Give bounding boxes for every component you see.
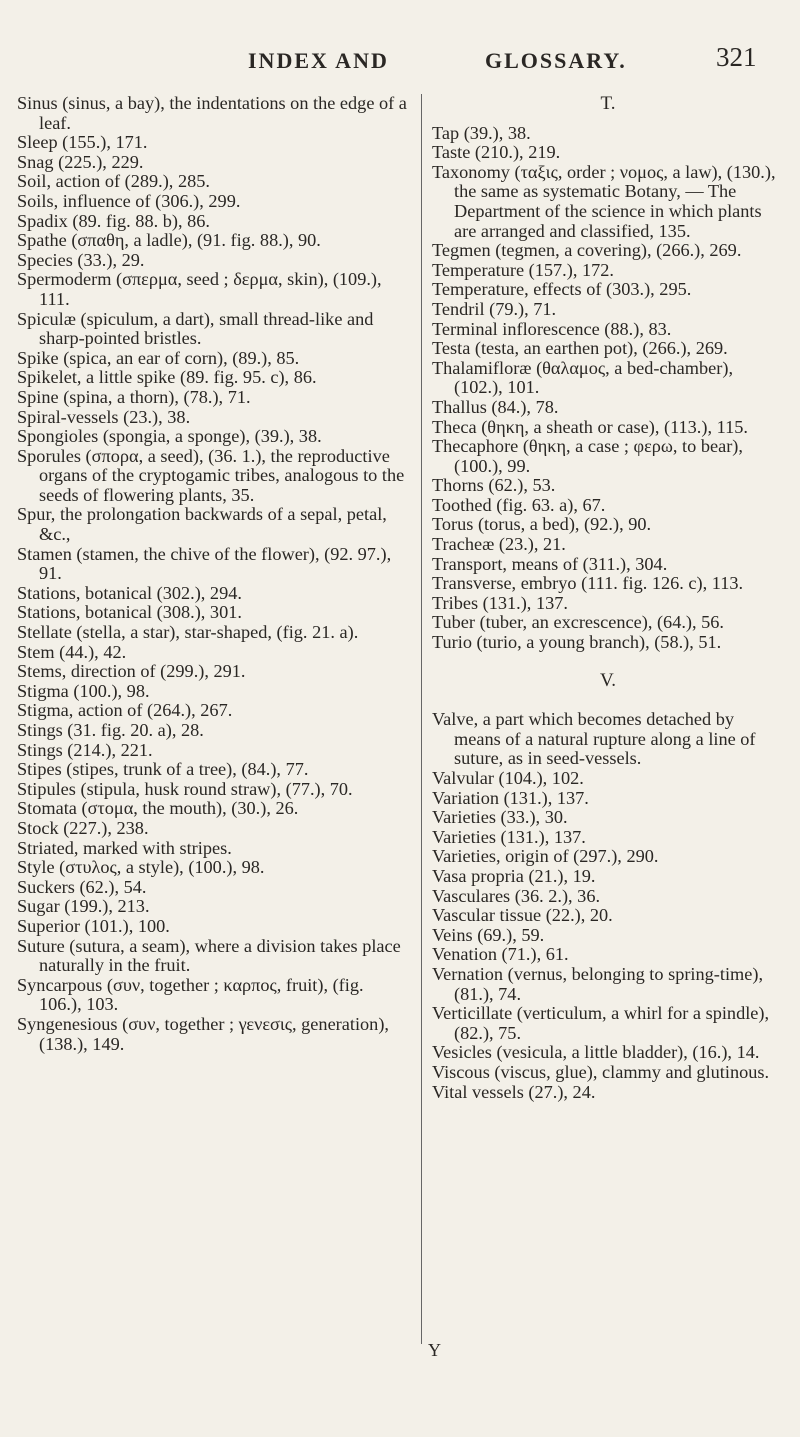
index-entry: Viscous (viscus, glue), clammy and glutinous. — [432, 1061, 770, 1082]
index-entry: Sugar (199.), 213. — [17, 896, 150, 917]
section-letter-v: V. — [599, 669, 617, 691]
index-entry: Valvular (104.), 102. — [432, 768, 584, 788]
index-entry: Stings (31. fig. 20. a), 28. — [17, 720, 204, 740]
index-entry: Vernation (vernus, belonging to spring-time), (81.), 74. — [432, 963, 764, 1004]
index-entry: Toothed (fig. 63. a), 67. — [432, 494, 606, 515]
index-entry: Stigma, action of (264.), 267. — [17, 700, 233, 721]
index-entry: Tap (39.), 38. — [432, 122, 531, 143]
index-entry: Superior (101.), 100. — [17, 915, 170, 936]
index-entry: Tuber (tuber, an excrescence), (64.), 56. — [432, 612, 724, 633]
index-entry: Variation (131.), 137. — [432, 787, 589, 808]
index-entry: Tribes (131.), 137. — [432, 592, 568, 613]
index-entry: Stock (227.), 238. — [17, 817, 149, 838]
index-entry: Spadix (89. fig. 88. b), 86. — [17, 210, 210, 231]
section-letter-t: T. — [600, 93, 616, 114]
index-entry: Vasa propria (21.), 19. — [432, 865, 596, 886]
index-entry: Syngenesious (συν, together ; γενεσις, generation), (138.), 149. — [17, 1013, 389, 1054]
index-entry: Vasculares (36. 2.), 36. — [432, 885, 601, 906]
index-entry: Spongioles (spongia, a sponge), (39.), 38. — [17, 426, 322, 447]
index-entry: Thorns (62.), 53. — [432, 475, 556, 496]
index-entry: Temperature, effects of (303.), 295. — [432, 279, 692, 300]
index-entry: Stigma (100.), 98. — [17, 680, 150, 701]
index-entry: Spiculæ (spiculum, a dart), small thread-like and sharp-pointed bristles. — [17, 308, 374, 349]
running-head-center: GLOSSARY. — [485, 48, 627, 73]
index-entry: Suckers (62.), 54. — [17, 876, 147, 897]
index-entry: Varieties (33.), 30. — [432, 807, 568, 828]
index-entry: Stomata (στομα, the mouth), (30.), 26. — [17, 798, 299, 819]
index-entry: Venation (71.), 61. — [432, 944, 569, 965]
index-entry: Terminal inflorescence (88.), 83. — [432, 318, 672, 339]
index-entry: Stellate (stella, a star), star-shaped, (fig. 21. a). — [17, 622, 359, 643]
index-entry: Tendril (79.), 71. — [432, 298, 557, 319]
index-entry: Snag (225.), 229. — [17, 151, 144, 172]
index-entry: Varieties (131.), 137. — [432, 826, 586, 847]
index-entry: Species (33.), 29. — [17, 249, 145, 270]
index-entry: Syncarpous (συν, together ; καρπος, fruit), (fig. 106.), 103. — [17, 974, 364, 1015]
index-entry: Style (στυλος, a style), (100.), 98. — [17, 857, 265, 878]
index-entry: Turio (turio, a young branch), (58.), 51. — [432, 632, 722, 653]
index-entry: Stipules (stipula, husk round straw), (77.), 70. — [17, 778, 353, 799]
page-number: 321 — [716, 42, 757, 72]
index-entry: Theca (θηκη, a sheath or case), (113.), 115. — [432, 416, 748, 437]
index-entry: Stamen (stamen, the chive of the flower), (92. 97.), 91. — [17, 543, 392, 584]
index-entry: Transport, means of (311.), 304. — [432, 553, 668, 574]
index-entry: Spine (spina, a thorn), (78.), 71. — [17, 386, 251, 407]
index-entry: Torus (torus, a bed), (92.), 90. — [432, 514, 652, 535]
right-column — [432, 94, 784, 1102]
section-t-entries — [432, 124, 784, 653]
index-entry: Stations, botanical (302.), 294. — [17, 582, 242, 603]
left-column — [17, 94, 409, 1054]
index-entry: Temperature (157.), 172. — [432, 259, 614, 280]
index-entry: Thalamifloræ (θαλαμος, a bed-chamber), (102.), 101. — [432, 357, 734, 398]
index-entry: Thecaphore (θηκη, a case ; φερω, to bear), (100.), 99. — [432, 436, 743, 476]
index-entry: Spike (spica, an ear of corn), (89.), 85. — [17, 347, 300, 368]
index-entry: Spikelet, a little spike (89. fig. 95. c), 86. — [17, 367, 317, 388]
index-entry: Soil, action of (289.), 285. — [17, 171, 210, 192]
index-entry: Spur, the prolongation backwards of a sepal, petal, &c., — [17, 504, 387, 545]
page-header — [0, 42, 800, 88]
index-entry: Veins (69.), 59. — [432, 924, 545, 945]
index-entry: Spermoderm (σπερμα, seed ; δερμα, skin), (109.), 111. — [17, 269, 382, 309]
index-entry: Tracheæ (23.), 21. — [432, 534, 566, 555]
column-divider — [421, 94, 422, 1344]
index-entry: Spiral-vessels (23.), 38. — [17, 406, 191, 427]
section-v-entries — [432, 710, 784, 1102]
footer-mark: Y — [428, 1340, 441, 1360]
index-entry: Sinus (sinus, a bay), the indentations on the edge of a leaf. — [17, 93, 407, 133]
index-entry: Sleep (155.), 171. — [17, 132, 148, 153]
index-entry: Stems, direction of (299.), 291. — [17, 661, 246, 682]
index-entry: Stem (44.), 42. — [17, 641, 127, 662]
index-entry: Testa (testa, an earthen pot), (266.), 269. — [432, 338, 728, 359]
index-entry: Spathe (σπαθη, a ladle), (91. fig. 88.), 90. — [17, 230, 321, 251]
index-entry: Suture (sutura, a seam), where a division takes place naturally in the fruit. — [17, 935, 401, 976]
index-entry: Taste (210.), 219. — [432, 142, 561, 163]
index-entry: Soils, influence of (306.), 299. — [17, 190, 241, 211]
index-entry: Stipes (stipes, trunk of a tree), (84.), 77. — [17, 759, 309, 780]
index-entry: Sporules (σπορα, a seed), (36. 1.), the reproductive organs of the cryptogamic tribes, analogous to the seeds of flowering plants, 35. — [17, 445, 405, 505]
index-entry: Taxonomy (ταξις, order ; νομος, a law), (130.), the same as systematic Botany, — The Department of the science in which plants are arranged and classified, 135. — [432, 161, 776, 241]
index-entry: Valve, a part which becomes detached by means of a natural rupture along a line of suture, as in seed-vessels. — [432, 709, 756, 769]
index-entry: Vital vessels (27.), 24. — [432, 1081, 596, 1102]
index-entry: Stations, botanical (308.), 301. — [17, 602, 242, 623]
index-entry: Stings (214.), 221. — [17, 739, 153, 760]
index-entry: Transverse, embryo (111. fig. 126. c), 113. — [432, 573, 744, 594]
index-entry: Tegmen (tegmen, a covering), (266.), 269. — [432, 240, 742, 261]
running-head-left: INDEX AND — [248, 48, 389, 73]
index-entry: Vesicles (vesicula, a little bladder), (16.), 14. — [432, 1042, 760, 1063]
index-entry: Vascular tissue (22.), 20. — [432, 905, 613, 926]
index-entry: Varieties, origin of (297.), 290. — [432, 846, 659, 867]
index-entry: Thallus (84.), 78. — [432, 396, 559, 417]
index-entry: Striated, marked with stripes. — [17, 837, 232, 858]
index-entry: Verticillate (verticulum, a whirl for a spindle), (82.), 75. — [432, 1003, 770, 1043]
